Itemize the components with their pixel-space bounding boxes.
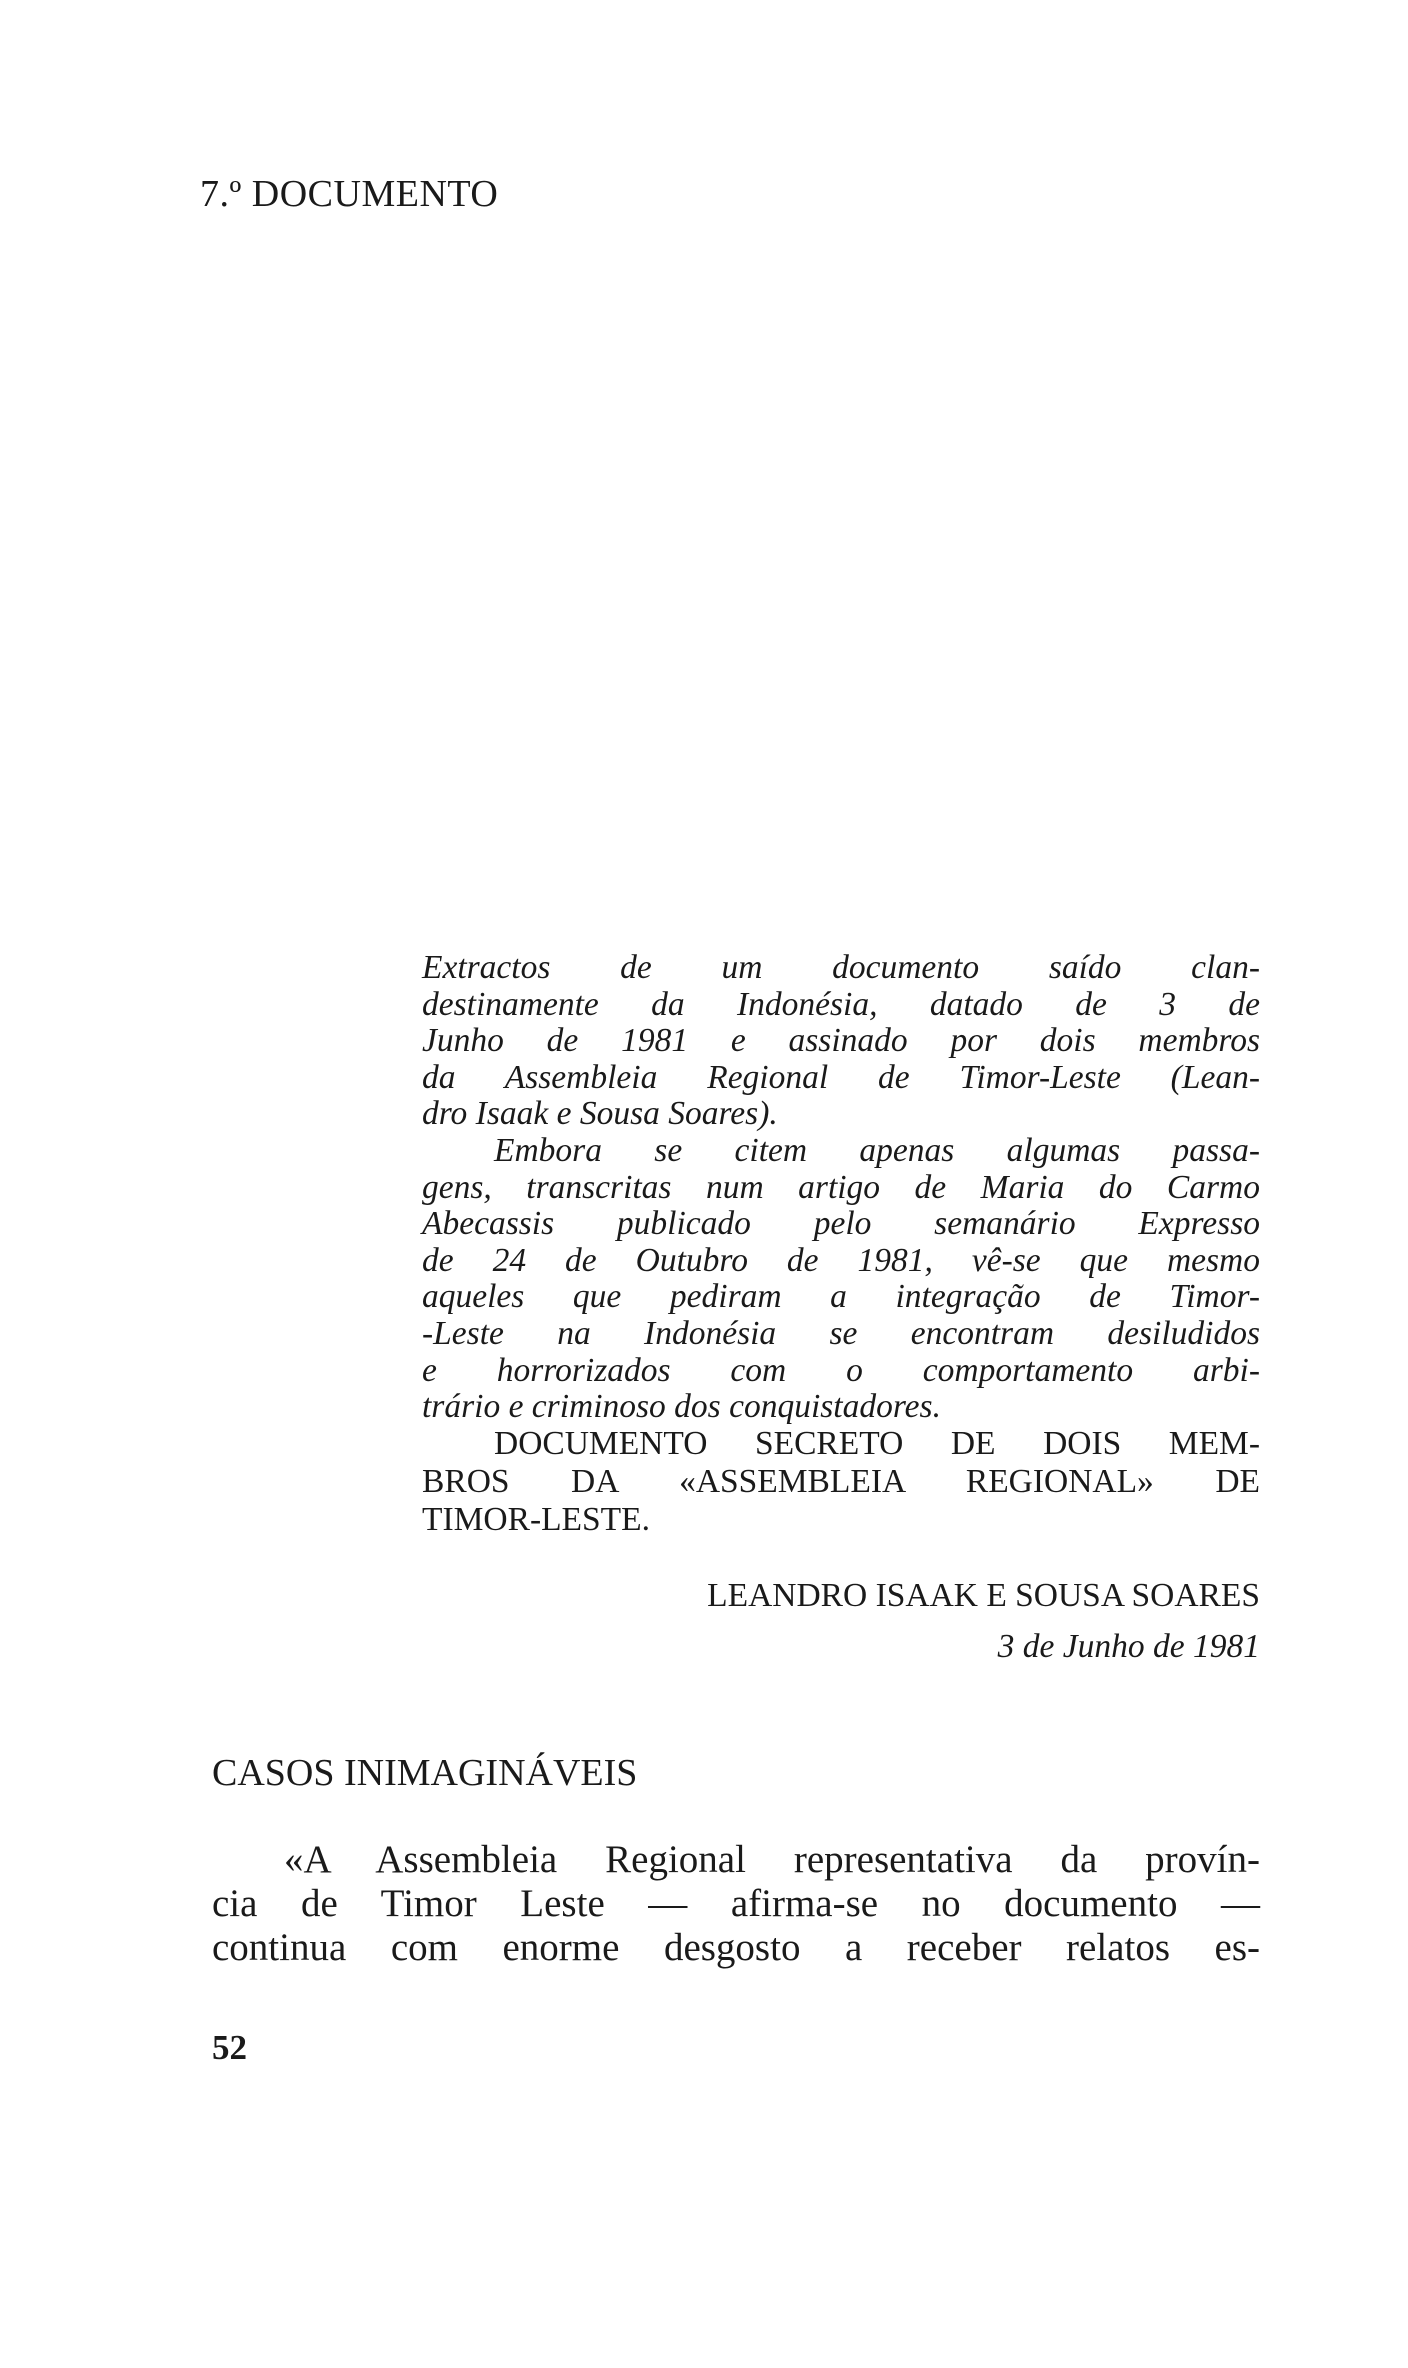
intro-line: e horrorizados com o comportamento arbi-: [422, 1351, 1260, 1389]
secret-title-line: DOCUMENTO SECRETO DE DOIS MEM-: [494, 1425, 1260, 1462]
body-line: continua com enorme desgosto a receber relatos es-: [212, 1926, 1260, 1969]
intro-line: de 24 de Outubro de 1981, vê-se que mesmo: [422, 1241, 1260, 1279]
intro-line: Embora se citem apenas algumas passa-: [494, 1131, 1260, 1169]
intro-line: gens, transcritas num artigo de Maria do Carmo: [422, 1168, 1260, 1206]
signature-date: 3 de Junho de 1981: [997, 1628, 1260, 1665]
body-line: cia de Timor Leste — afirma-se no documento —: [212, 1882, 1260, 1925]
intro-line: Extractos de um documento saído clan-: [422, 949, 1260, 986]
page-number: 52: [212, 2028, 247, 2067]
intro-line: destinamente da Indonésia, datado de 3 de: [422, 985, 1260, 1023]
intro-line: da Assembleia Regional de Timor-Leste (Lean-: [422, 1058, 1260, 1096]
secret-document-title: [422, 1425, 1260, 1539]
intro-line: Junho de 1981 e assinado por dois membros: [422, 1022, 1260, 1060]
secret-title-line: BROS DA «ASSEMBLEIA REGIONAL» DE: [422, 1463, 1260, 1500]
intro-line: aqueles que pediram a integração de Timor-: [422, 1278, 1260, 1316]
document-heading: 7.º DOCUMENTO: [200, 173, 499, 215]
intro-paragraph: [422, 950, 1260, 1426]
intro-line: dro Isaak e Sousa Soares).: [422, 1095, 778, 1133]
intro-line: Abecassis publicado pelo semanário Expresso: [422, 1205, 1260, 1243]
section-title: CASOS INIMAGINÁVEIS: [212, 1752, 638, 1794]
body-paragraph: [212, 1838, 1260, 1970]
body-line: «A Assembleia Regional representativa da provín-: [284, 1838, 1260, 1881]
signatories: LEANDRO ISAAK E SOUSA SOARES: [707, 1577, 1260, 1614]
intro-line: trário e criminoso dos conquistadores.: [422, 1388, 941, 1426]
secret-title-line: TIMOR-LESTE.: [422, 1501, 650, 1538]
intro-line: -Leste na Indonésia se encontram desiludidos: [422, 1314, 1260, 1352]
